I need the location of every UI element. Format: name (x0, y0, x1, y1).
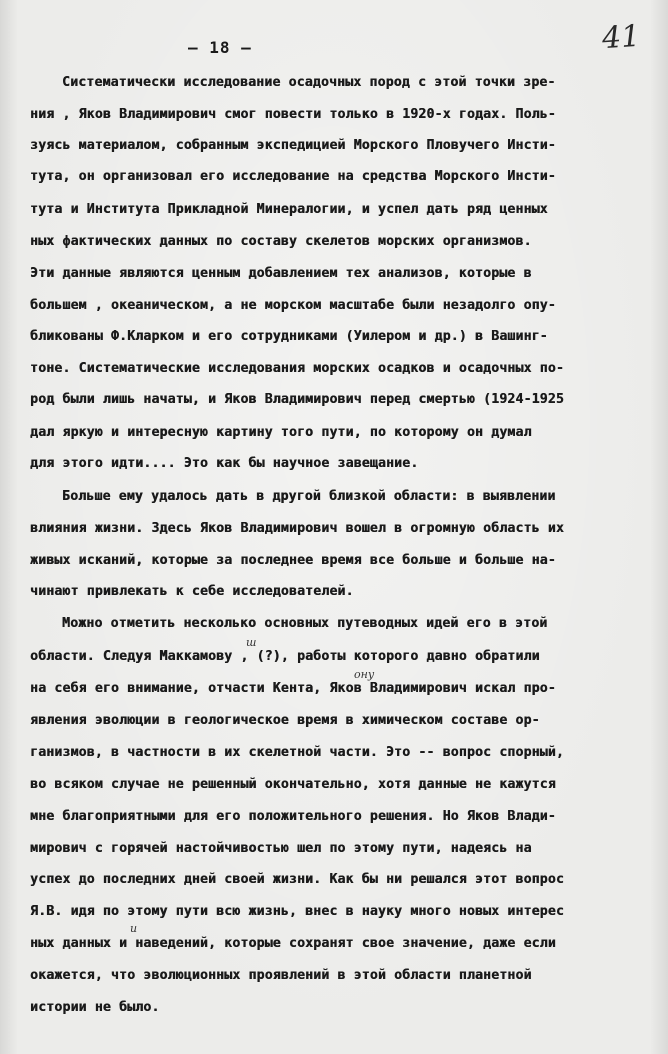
handwritten-correction: ш (246, 636, 257, 649)
text-line: влияния жизни. Здесь Яков Владимирович вошел в огромную область их (30, 521, 564, 536)
text-line: Систематически исследование осадочных пород с этой точки зре- (62, 75, 556, 90)
text-line: ния , Яков Владимирович смог повести только в 1920-х годах. Поль- (30, 107, 556, 122)
text-line: ганизмов, в частности в их скелетной части. Это -- вопрос спорный, (30, 745, 564, 760)
archive-page-number: 41 (600, 18, 642, 57)
page-number: — 18 — (188, 38, 252, 57)
text-line: на себя его внимание, отчасти Кента, Яков Владимирович искал про- (30, 681, 556, 696)
text-line: бликованы Ф.Кларком и его сотрудниками (Уилером и др.) в Вашинг- (30, 329, 548, 344)
text-line: мне благоприятными для его положительного решения. Но Яков Влади- (30, 809, 556, 824)
text-line: истории не было. (30, 1000, 160, 1015)
text-line: чинают привлекать к себе исследователей. (30, 584, 354, 599)
text-line: мирович с горячей настойчивостью шел по этому пути, надеясь на (30, 841, 532, 856)
text-line: ных фактических данных по составу скелетов морских организмов. (30, 234, 532, 249)
text-line: ных данных и наведений, которые сохранят свое значение, даже если (30, 936, 556, 951)
text-line: успех до последних дней своей жизни. Как бы ни решался этот вопрос (30, 872, 564, 887)
text-line: Я.В. идя по этому пути всю жизнь, внес в науку много новых интерес (30, 904, 564, 919)
text-line: Эти данные являются ценным добавлением тех анализов, которые в (30, 266, 532, 281)
text-line: Больше ему удалось дать в другой близкой области: в выявлении (62, 489, 556, 504)
text-line: для этого идти.... Это как бы научное завещание. (30, 456, 419, 471)
text-line: живых исканий, которые за последнее время все больше и больше на- (30, 553, 556, 568)
text-line: Можно отметить несколько основных путеводных идей его в этой (62, 616, 548, 631)
text-line: зуясь материалом, собранным экспедицией Морского Пловучего Инсти- (30, 138, 556, 153)
text-line: области. Следуя Маккамову , (?), работы которого давно обратили (30, 649, 540, 664)
text-line: явления эволюции в геологическое время в химическом составе ор- (30, 713, 540, 728)
text-line: тута и Института Прикладной Минералогии, и успел дать ряд ценных (30, 202, 548, 217)
text-line: большем , океаническом, а не морском масштабе были незадолго опу- (30, 298, 556, 313)
text-line: тоне. Систематические исследования морских осадков и осадочных по- (30, 361, 564, 376)
handwritten-correction: и (130, 922, 138, 935)
text-line: род были лишь начаты, и Яков Владимирович перед смертью (1924-1925 (30, 392, 564, 407)
text-line: во всяком случае не решенный окончательно, хотя данные не кажутся (30, 777, 556, 792)
text-line: дал яркую и интересную картину того пути, по которому он думал (30, 425, 532, 440)
text-line: тута, он организовал его исследование на средства Морского Инсти- (30, 169, 556, 184)
text-line: окажется, что эволюционных проявлений в этой области планетной (30, 968, 532, 983)
handwritten-correction: ону (354, 668, 375, 681)
